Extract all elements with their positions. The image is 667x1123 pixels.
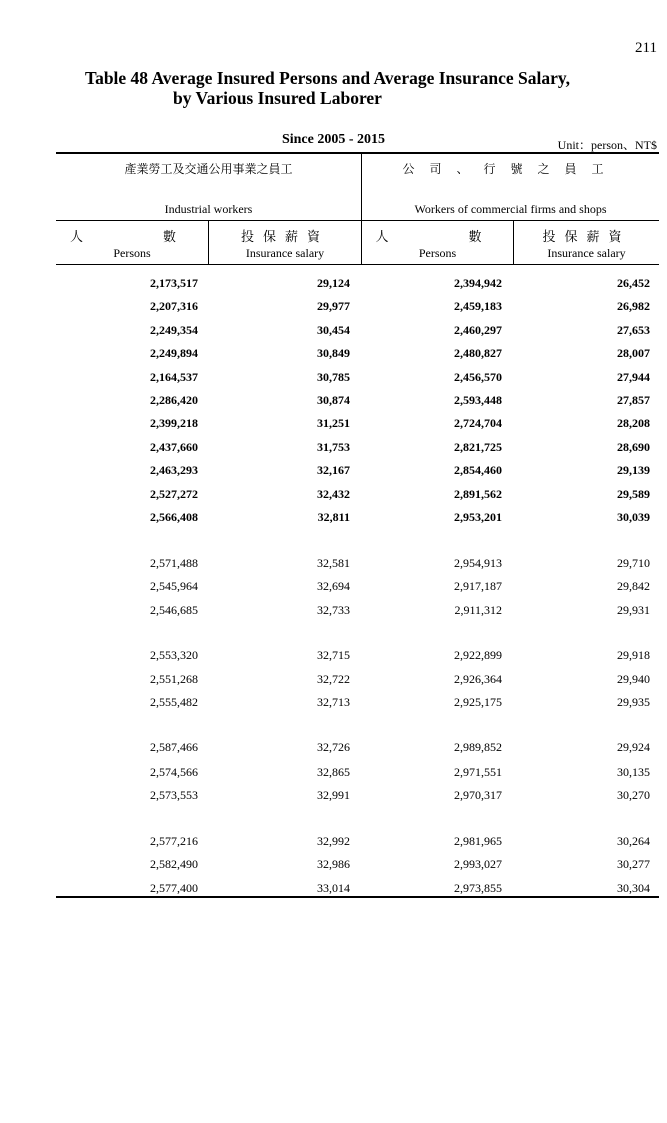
table-row xyxy=(56,393,659,413)
commercial-salary-cell: 30,277 xyxy=(617,857,650,871)
commercial-salary-cell: 30,304 xyxy=(617,881,650,895)
commercial-persons-cell: 2,854,460 xyxy=(454,463,502,477)
table-row xyxy=(56,881,659,901)
commercial-persons-cell: 2,926,364 xyxy=(454,672,502,686)
industrial-salary-cell: 32,694 xyxy=(317,579,350,593)
table-row xyxy=(56,299,659,319)
industrial-persons-cell: 2,553,320 xyxy=(150,648,198,662)
commercial-persons-cell: 2,989,852 xyxy=(454,740,502,754)
group-header-industrial: Industrial workers xyxy=(164,202,253,216)
industrial-salary-cell: 32,726 xyxy=(317,740,350,754)
commercial-salary-cell: 28,690 xyxy=(617,440,650,454)
commercial-salary-cell: 29,139 xyxy=(617,463,650,477)
industrial-salary-cell: 31,251 xyxy=(317,416,350,430)
commercial-salary-cell: 29,924 xyxy=(617,740,650,754)
table-row xyxy=(56,463,659,483)
commercial-salary-cell: 29,842 xyxy=(617,579,650,593)
industrial-salary-cell: 32,811 xyxy=(317,510,350,524)
commercial-salary-cell: 29,940 xyxy=(617,672,650,686)
industrial-salary-cell: 32,722 xyxy=(317,672,350,686)
commercial-salary-cell: 30,135 xyxy=(617,765,650,779)
commercial-salary-cell: 29,931 xyxy=(617,603,650,617)
commercial-salary-cell: 29,710 xyxy=(617,556,650,570)
industrial-persons-cell: 2,173,517 xyxy=(150,276,198,290)
commercial-persons-cell: 2,459,183 xyxy=(454,299,502,313)
industrial-salary-cell: 32,986 xyxy=(317,857,350,871)
column-header-persons-cjk-1: 人 數 xyxy=(69,229,194,244)
group-header-commercial-cjk: 公司、行號之員工 xyxy=(402,162,619,176)
industrial-salary-cell: 30,874 xyxy=(317,393,350,407)
industrial-persons-cell: 2,527,272 xyxy=(150,487,198,501)
industrial-persons-cell: 2,399,218 xyxy=(150,416,198,430)
commercial-persons-cell: 2,922,899 xyxy=(454,648,502,662)
industrial-salary-cell: 30,849 xyxy=(317,346,350,360)
column-header-persons-1: Persons xyxy=(113,246,151,260)
industrial-persons-cell: 2,555,482 xyxy=(150,695,198,709)
industrial-salary-cell: 32,713 xyxy=(317,695,350,709)
industrial-persons-cell: 2,546,685 xyxy=(150,603,198,617)
industrial-persons-cell: 2,587,466 xyxy=(150,740,198,754)
industrial-persons-cell: 2,566,408 xyxy=(150,510,198,524)
industrial-persons-cell: 2,574,566 xyxy=(150,765,198,779)
commercial-persons-cell: 2,480,827 xyxy=(454,346,502,360)
table-row xyxy=(56,510,659,530)
industrial-salary-cell: 33,014 xyxy=(317,881,350,895)
page-number: 211 xyxy=(635,40,657,56)
column-header-persons-2: Persons xyxy=(418,246,457,260)
table-row xyxy=(56,740,659,760)
table-row xyxy=(56,857,659,877)
table-row xyxy=(56,672,659,692)
commercial-salary-cell: 29,935 xyxy=(617,695,650,709)
industrial-persons-cell: 2,437,660 xyxy=(150,440,198,454)
commercial-persons-cell: 2,993,027 xyxy=(454,857,502,871)
table-row xyxy=(56,695,659,715)
column-header-salary-cjk-1: 投保薪資 xyxy=(240,229,329,244)
table-row xyxy=(56,440,659,460)
commercial-salary-cell: 26,452 xyxy=(617,276,650,290)
industrial-salary-cell: 32,733 xyxy=(317,603,350,617)
table-row xyxy=(56,603,659,623)
header-bottom-rule xyxy=(56,264,659,265)
commercial-salary-cell: 29,589 xyxy=(617,487,650,501)
table-row xyxy=(56,370,659,390)
table-row xyxy=(56,648,659,668)
industrial-salary-cell: 30,454 xyxy=(317,323,350,337)
title-line-1: Table 48 Average Insured Persons and Average Insurance Salary, xyxy=(85,68,571,88)
table-row xyxy=(56,323,659,343)
industrial-salary-cell: 32,581 xyxy=(317,556,350,570)
commercial-persons-cell: 2,971,551 xyxy=(454,765,502,779)
commercial-salary-cell: 30,039 xyxy=(617,510,650,524)
column-header-salary-cjk-2: 投保薪資 xyxy=(542,229,631,244)
industrial-persons-cell: 2,545,964 xyxy=(150,579,198,593)
period-label: Since 2005 - 2015 xyxy=(281,132,386,147)
table-row xyxy=(56,276,659,296)
industrial-persons-cell: 2,551,268 xyxy=(150,672,198,686)
commercial-persons-cell: 2,593,448 xyxy=(454,393,502,407)
commercial-salary-cell: 30,264 xyxy=(617,834,650,848)
commercial-persons-cell: 2,970,317 xyxy=(454,788,502,802)
commercial-persons-cell: 2,954,913 xyxy=(454,556,502,570)
industrial-persons-cell: 2,571,488 xyxy=(150,556,198,570)
commercial-persons-cell: 2,724,704 xyxy=(454,416,502,430)
commercial-salary-cell: 28,208 xyxy=(617,416,650,430)
group-header-commercial: Workers of commercial firms and shops xyxy=(414,202,607,216)
commercial-salary-cell: 30,270 xyxy=(617,788,650,802)
industrial-salary-cell: 29,977 xyxy=(317,299,350,313)
table-row xyxy=(56,346,659,366)
industrial-salary-cell: 32,865 xyxy=(317,765,350,779)
commercial-salary-cell: 28,007 xyxy=(617,346,650,360)
table-row xyxy=(56,487,659,507)
table-row xyxy=(56,416,659,436)
industrial-persons-cell: 2,577,216 xyxy=(150,834,198,848)
industrial-persons-cell: 2,249,894 xyxy=(150,346,198,360)
commercial-persons-cell: 2,456,570 xyxy=(454,370,502,384)
commercial-salary-cell: 29,918 xyxy=(617,648,650,662)
industrial-salary-cell: 29,124 xyxy=(317,276,350,290)
group-header-rule xyxy=(56,220,659,221)
industrial-persons-cell: 2,286,420 xyxy=(150,393,198,407)
commercial-persons-cell: 2,821,725 xyxy=(454,440,502,454)
commercial-persons-cell: 2,925,175 xyxy=(454,695,502,709)
industrial-salary-cell: 32,991 xyxy=(317,788,350,802)
column-header-persons-cjk-2: 人 數 xyxy=(375,229,500,244)
industrial-salary-cell: 32,992 xyxy=(317,834,350,848)
commercial-salary-cell: 27,653 xyxy=(617,323,650,337)
industrial-salary-cell: 32,167 xyxy=(317,463,350,477)
industrial-persons-cell: 2,582,490 xyxy=(150,857,198,871)
industrial-salary-cell: 31,753 xyxy=(317,440,350,454)
table-row xyxy=(56,556,659,576)
commercial-salary-cell: 26,982 xyxy=(617,299,650,313)
industrial-persons-cell: 2,573,553 xyxy=(150,788,198,802)
table-row xyxy=(56,765,659,785)
commercial-salary-cell: 27,857 xyxy=(617,393,650,407)
title-line-2: by Various Insured Laborer xyxy=(173,88,382,108)
industrial-persons-cell: 2,164,537 xyxy=(150,370,198,384)
industrial-salary-cell: 32,715 xyxy=(317,648,350,662)
table-row xyxy=(56,834,659,854)
industrial-persons-cell: 2,207,316 xyxy=(150,299,198,313)
industrial-salary-cell: 30,785 xyxy=(317,370,350,384)
table-row xyxy=(56,579,659,599)
commercial-persons-cell: 2,911,312 xyxy=(454,603,502,617)
industrial-persons-cell: 2,249,354 xyxy=(150,323,198,337)
commercial-persons-cell: 2,981,965 xyxy=(454,834,502,848)
industrial-persons-cell: 2,463,293 xyxy=(150,463,198,477)
table-row xyxy=(56,788,659,808)
industrial-salary-cell: 32,432 xyxy=(317,487,350,501)
commercial-persons-cell: 2,460,297 xyxy=(454,323,502,337)
commercial-persons-cell: 2,953,201 xyxy=(454,510,502,524)
commercial-persons-cell: 2,891,562 xyxy=(454,487,502,501)
commercial-persons-cell: 2,973,855 xyxy=(454,881,502,895)
table-title xyxy=(85,68,570,108)
group-header-industrial-cjk: 產業勞工及交通公用事業之員工 xyxy=(124,162,293,176)
commercial-persons-cell: 2,917,187 xyxy=(454,579,502,593)
commercial-persons-cell: 2,394,942 xyxy=(454,276,502,290)
unit-label: Unit：person、NT$ xyxy=(557,138,657,152)
table-top-rule xyxy=(56,152,659,154)
industrial-persons-cell: 2,577,400 xyxy=(150,881,198,895)
commercial-salary-cell: 27,944 xyxy=(617,370,650,384)
column-header-salary-2: Insurance salary xyxy=(547,246,626,260)
column-header-salary-1: Insurance salary xyxy=(245,246,325,260)
